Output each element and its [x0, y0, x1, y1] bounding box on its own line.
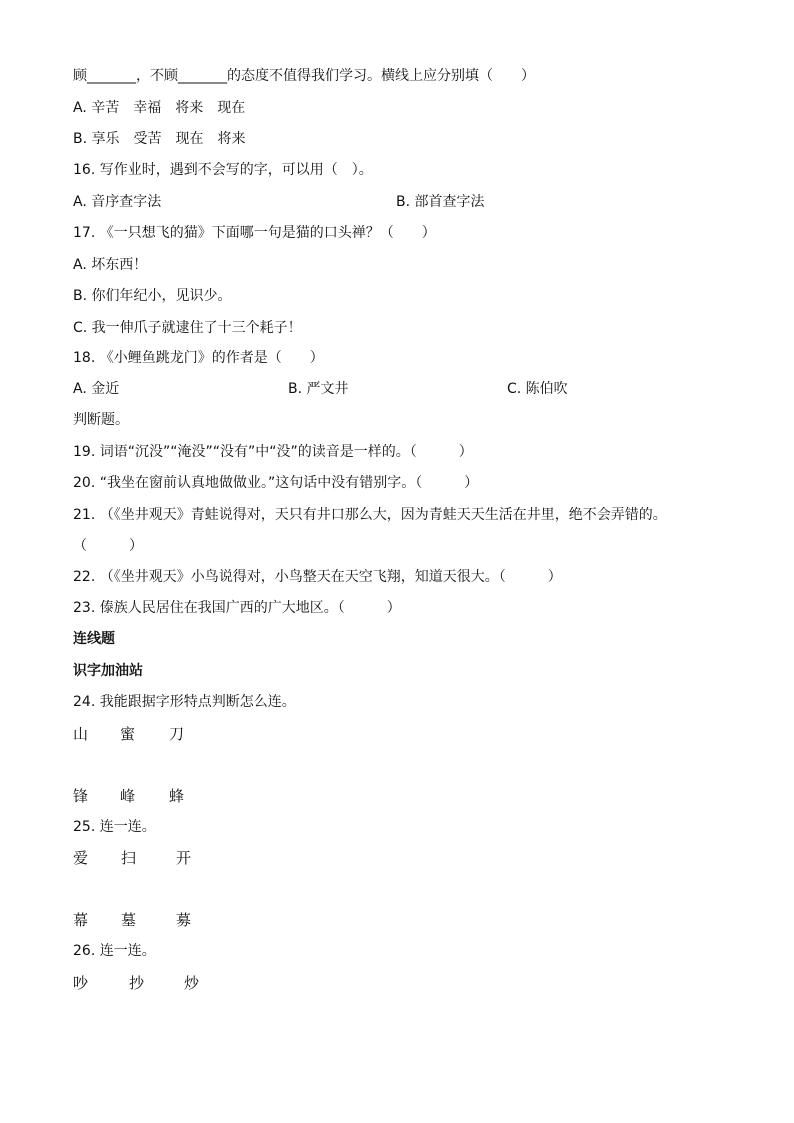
q15-option-b: B. 享乐 受苦 现在 将来: [73, 131, 246, 147]
q25-top-char[interactable]: 爱: [73, 849, 89, 867]
question-24-stem: 24. 我能跟据字形特点判断怎么连。: [73, 694, 296, 710]
q17-option-b: B. 你们年纪小，见识少。: [73, 288, 232, 304]
q24-top-char[interactable]: 山: [73, 725, 89, 743]
q18-option-c: C. 陈伯吹: [507, 381, 568, 397]
q24-bottom-char[interactable]: 锋: [73, 787, 89, 805]
section-heading-matching: 连线题: [73, 631, 115, 647]
question-26-stem: 26. 连一连。: [73, 943, 156, 959]
question-22: 22. （《坐井观天》小鸟说得对，小鸟整天在天空飞翔，知道天很大。（ ）: [73, 569, 562, 585]
q26-top-char[interactable]: 吵: [73, 974, 89, 992]
question-17-stem: 17. 《一只想飞的猫》下面哪一句是猫的口头禅？（ ）: [73, 225, 436, 241]
question-18-stem: 18. 《小鲤鱼跳龙门》的作者是（ ）: [73, 350, 324, 366]
question-21: 21. （《坐井观天》青蛙说得对，天只有井口那么大，因为青蛙天天生活在井里，绝不会弄错的。: [73, 507, 667, 523]
question-19: 19. 词语“沉没”“淹没”“没有”中“没”的读音是一样的。（ ）: [73, 444, 473, 460]
q24-top-char[interactable]: 蜜: [120, 725, 136, 743]
question-20: 20. “我坐在窗前认真地做做业。”这句话中没有错别字。（ ）: [73, 475, 479, 491]
question-15-stem: 顾_______，不顾_______的态度不值得我们学习。横线上应分别填（ ）: [73, 68, 535, 84]
q25-top-char[interactable]: 扫: [121, 849, 137, 867]
q16-option-a: A. 音序查字法: [73, 194, 162, 210]
q25-bottom-char[interactable]: 墓: [121, 911, 137, 929]
q16-option-b: B. 部首查字法: [396, 194, 485, 210]
q24-bottom-char[interactable]: 峰: [120, 787, 136, 805]
q17-option-c: C. 我一伸爪子就逮住了十三个耗子！: [73, 320, 302, 336]
q25-top-char[interactable]: 开: [176, 849, 192, 867]
q25-bottom-char[interactable]: 募: [176, 911, 192, 929]
q25-bottom-char[interactable]: 幕: [73, 911, 89, 929]
q15-option-a: A. 辛苦 幸福 将来 现在: [73, 100, 246, 116]
question-16-stem: 16. 写作业时，遇到不会写的字，可以用（ ）。: [73, 162, 373, 178]
section-judgement: 判断题。: [73, 412, 129, 428]
q18-option-a: A. 金近: [73, 381, 120, 397]
q18-option-b: B. 严文井: [288, 381, 349, 397]
q17-option-a: A. 坏东西！: [73, 257, 148, 273]
q26-top-char[interactable]: 炒: [184, 974, 200, 992]
section-heading-literacy: 识字加油站: [73, 663, 143, 679]
q24-bottom-char[interactable]: 蜂: [169, 787, 185, 805]
question-23: 23. 傣族人民居住在我国广西的广大地区。（ ）: [73, 600, 401, 616]
question-25-stem: 25. 连一连。: [73, 819, 156, 835]
q26-top-char[interactable]: 抄: [129, 974, 145, 992]
question-21-blank: （ ）: [73, 538, 143, 554]
q24-top-char[interactable]: 刀: [169, 725, 185, 743]
